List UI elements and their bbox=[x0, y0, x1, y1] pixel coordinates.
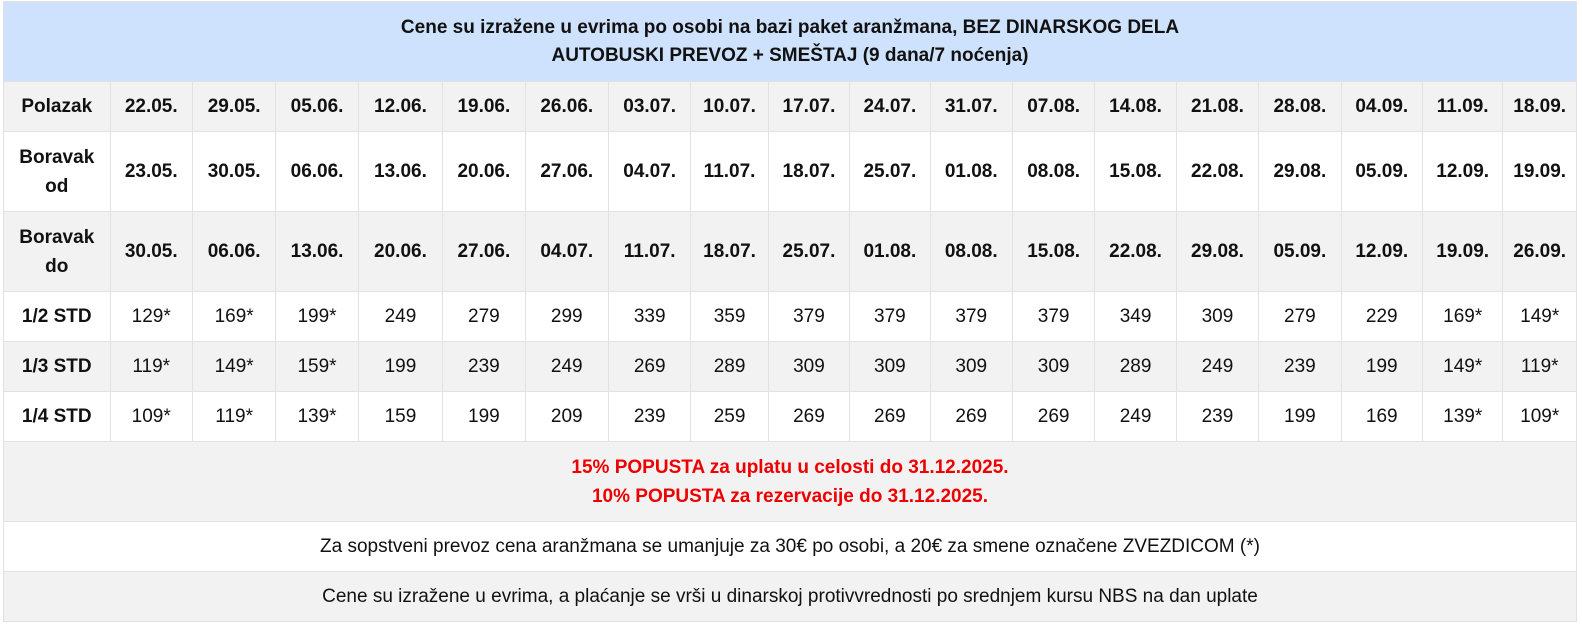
row-label-stay-to bbox=[4, 212, 111, 292]
date-cell: 12.09. bbox=[1341, 212, 1422, 292]
row-label-stay-to-line1: Boravak bbox=[19, 226, 95, 248]
price-cell: 229 bbox=[1341, 292, 1422, 342]
discount-row bbox=[4, 442, 1577, 522]
price-cell: 259 bbox=[691, 392, 768, 442]
date-cell: 15.08. bbox=[1095, 132, 1176, 212]
price-cell: 289 bbox=[691, 342, 768, 392]
row-label-third-std: 1/3 STD bbox=[4, 342, 111, 392]
date-cell: 01.08. bbox=[850, 212, 930, 292]
date-cell: 05.09. bbox=[1259, 212, 1341, 292]
date-cell: 22.05. bbox=[110, 82, 192, 132]
date-cell: 19.09. bbox=[1422, 212, 1502, 292]
date-cell: 20.06. bbox=[358, 212, 442, 292]
date-cell: 13.06. bbox=[276, 212, 358, 292]
price-cell: 139* bbox=[1422, 392, 1502, 442]
price-cell: 269 bbox=[1012, 392, 1094, 442]
price-cell: 309 bbox=[768, 342, 849, 392]
date-cell: 25.07. bbox=[850, 132, 930, 212]
price-cell: 239 bbox=[443, 342, 525, 392]
date-cell: 26.06. bbox=[525, 82, 608, 132]
discount-line-2: 10% POPUSTA za rezervacije do 31.12.2025. bbox=[591, 485, 989, 507]
title-line-1: Cene su izražene u evrima po osobi na bazi paket aranžmana, BEZ DINARSKOG DELA bbox=[400, 16, 1180, 38]
price-cell: 199 bbox=[358, 342, 442, 392]
date-cell: 18.07. bbox=[768, 132, 849, 212]
price-cell: 299 bbox=[525, 292, 608, 342]
date-cell: 30.05. bbox=[192, 132, 275, 212]
date-cell: 04.07. bbox=[608, 132, 690, 212]
row-label-stay-from-line2: od bbox=[45, 175, 69, 197]
date-cell: 05.06. bbox=[276, 82, 358, 132]
price-cell: 139* bbox=[276, 392, 358, 442]
price-cell: 109* bbox=[110, 392, 192, 442]
date-cell: 11.09. bbox=[1422, 82, 1502, 132]
date-cell: 04.07. bbox=[525, 212, 608, 292]
date-cell: 29.08. bbox=[1259, 132, 1341, 212]
price-cell: 149* bbox=[1503, 292, 1577, 342]
price-cell: 159* bbox=[276, 342, 358, 392]
date-cell: 19.09. bbox=[1503, 132, 1577, 212]
date-cell: 24.07. bbox=[850, 82, 930, 132]
header-row bbox=[4, 2, 1577, 82]
date-cell: 22.08. bbox=[1095, 212, 1176, 292]
discount-line-1: 15% POPUSTA za uplatu u celosti do 31.12.2025. bbox=[571, 456, 1009, 478]
price-cell: 199 bbox=[1259, 392, 1341, 442]
row-label-half-std: 1/2 STD bbox=[4, 292, 111, 342]
date-cell: 27.06. bbox=[525, 132, 608, 212]
price-cell: 339 bbox=[608, 292, 690, 342]
date-cell: 07.08. bbox=[1012, 82, 1094, 132]
price-row-third-std bbox=[4, 342, 1577, 392]
price-cell: 119* bbox=[192, 392, 275, 442]
date-cell: 12.09. bbox=[1422, 132, 1502, 212]
date-cell: 27.06. bbox=[443, 212, 525, 292]
price-cell: 249 bbox=[1176, 342, 1258, 392]
price-cell: 149* bbox=[192, 342, 275, 392]
price-cell: 379 bbox=[1012, 292, 1094, 342]
date-cell: 18.09. bbox=[1503, 82, 1577, 132]
price-cell: 309 bbox=[930, 342, 1012, 392]
date-cell: 22.08. bbox=[1176, 132, 1258, 212]
price-cell: 109* bbox=[1503, 392, 1577, 442]
price-cell: 239 bbox=[1176, 392, 1258, 442]
price-table bbox=[3, 1, 1577, 622]
date-cell: 03.07. bbox=[608, 82, 690, 132]
date-cell: 11.07. bbox=[691, 132, 768, 212]
price-cell: 169* bbox=[1422, 292, 1502, 342]
date-cell: 31.07. bbox=[930, 82, 1012, 132]
stay-from-row bbox=[4, 132, 1577, 212]
title-line-2: AUTOBUSKI PREVOZ + SMEŠTAJ (9 dana/7 noćenja) bbox=[551, 44, 1029, 66]
payment-note-row bbox=[4, 572, 1577, 622]
price-cell: 279 bbox=[443, 292, 525, 342]
date-cell: 05.09. bbox=[1341, 132, 1422, 212]
date-cell: 06.06. bbox=[192, 212, 275, 292]
price-cell: 209 bbox=[525, 392, 608, 442]
price-cell: 309 bbox=[1176, 292, 1258, 342]
price-cell: 279 bbox=[1259, 292, 1341, 342]
price-cell: 249 bbox=[525, 342, 608, 392]
price-cell: 119* bbox=[1503, 342, 1577, 392]
price-cell: 249 bbox=[1095, 392, 1176, 442]
price-cell: 379 bbox=[768, 292, 849, 342]
departure-row bbox=[4, 82, 1577, 132]
own-transport-note: Za sopstveni prevoz cena aranžmana se umanjuje za 30€ po osobi, a 20€ za smene označene ZVEZDICOM (*) bbox=[4, 522, 1577, 572]
date-cell: 29.08. bbox=[1176, 212, 1258, 292]
row-label-stay-to-line2: do bbox=[45, 255, 69, 277]
price-row-quarter-std bbox=[4, 392, 1577, 442]
price-cell: 379 bbox=[850, 292, 930, 342]
price-cell: 129* bbox=[110, 292, 192, 342]
price-cell: 269 bbox=[850, 392, 930, 442]
date-cell: 12.06. bbox=[358, 82, 442, 132]
price-cell: 169 bbox=[1341, 392, 1422, 442]
price-cell: 309 bbox=[850, 342, 930, 392]
row-label-stay-from bbox=[4, 132, 111, 212]
price-cell: 349 bbox=[1095, 292, 1176, 342]
date-cell: 11.07. bbox=[608, 212, 690, 292]
price-cell: 269 bbox=[930, 392, 1012, 442]
price-cell: 149* bbox=[1422, 342, 1502, 392]
price-row-half-std bbox=[4, 292, 1577, 342]
price-cell: 199* bbox=[276, 292, 358, 342]
price-cell: 309 bbox=[1012, 342, 1094, 392]
date-cell: 06.06. bbox=[276, 132, 358, 212]
price-cell: 199 bbox=[443, 392, 525, 442]
price-cell: 249 bbox=[358, 292, 442, 342]
date-cell: 29.05. bbox=[192, 82, 275, 132]
date-cell: 26.09. bbox=[1503, 212, 1577, 292]
date-cell: 10.07. bbox=[691, 82, 768, 132]
row-label-stay-from-line1: Boravak bbox=[19, 146, 95, 168]
price-cell: 119* bbox=[110, 342, 192, 392]
payment-note: Cene su izražene u evrima, a plaćanje se vrši u dinarskoj protivvrednosti po srednjem kursu NBS na dan uplate bbox=[4, 572, 1577, 622]
date-cell: 01.08. bbox=[930, 132, 1012, 212]
date-cell: 13.06. bbox=[358, 132, 442, 212]
price-cell: 359 bbox=[691, 292, 768, 342]
price-cell: 269 bbox=[608, 342, 690, 392]
price-cell: 379 bbox=[930, 292, 1012, 342]
date-cell: 17.07. bbox=[768, 82, 849, 132]
price-cell: 159 bbox=[358, 392, 442, 442]
stay-to-row bbox=[4, 212, 1577, 292]
price-cell: 289 bbox=[1095, 342, 1176, 392]
price-cell: 169* bbox=[192, 292, 275, 342]
date-cell: 04.09. bbox=[1341, 82, 1422, 132]
own-transport-note-row bbox=[4, 522, 1577, 572]
price-cell: 239 bbox=[1259, 342, 1341, 392]
date-cell: 28.08. bbox=[1259, 82, 1341, 132]
row-label-departure: Polazak bbox=[4, 82, 111, 132]
price-cell: 269 bbox=[768, 392, 849, 442]
row-label-quarter-std: 1/4 STD bbox=[4, 392, 111, 442]
date-cell: 21.08. bbox=[1176, 82, 1258, 132]
date-cell: 25.07. bbox=[768, 212, 849, 292]
discount-notice bbox=[4, 442, 1577, 522]
table-title bbox=[4, 2, 1577, 82]
date-cell: 08.08. bbox=[1012, 132, 1094, 212]
date-cell: 20.06. bbox=[443, 132, 525, 212]
date-cell: 18.07. bbox=[691, 212, 768, 292]
date-cell: 08.08. bbox=[930, 212, 1012, 292]
price-cell: 239 bbox=[608, 392, 690, 442]
date-cell: 30.05. bbox=[110, 212, 192, 292]
date-cell: 23.05. bbox=[110, 132, 192, 212]
date-cell: 14.08. bbox=[1095, 82, 1176, 132]
price-cell: 199 bbox=[1341, 342, 1422, 392]
date-cell: 15.08. bbox=[1012, 212, 1094, 292]
date-cell: 19.06. bbox=[443, 82, 525, 132]
